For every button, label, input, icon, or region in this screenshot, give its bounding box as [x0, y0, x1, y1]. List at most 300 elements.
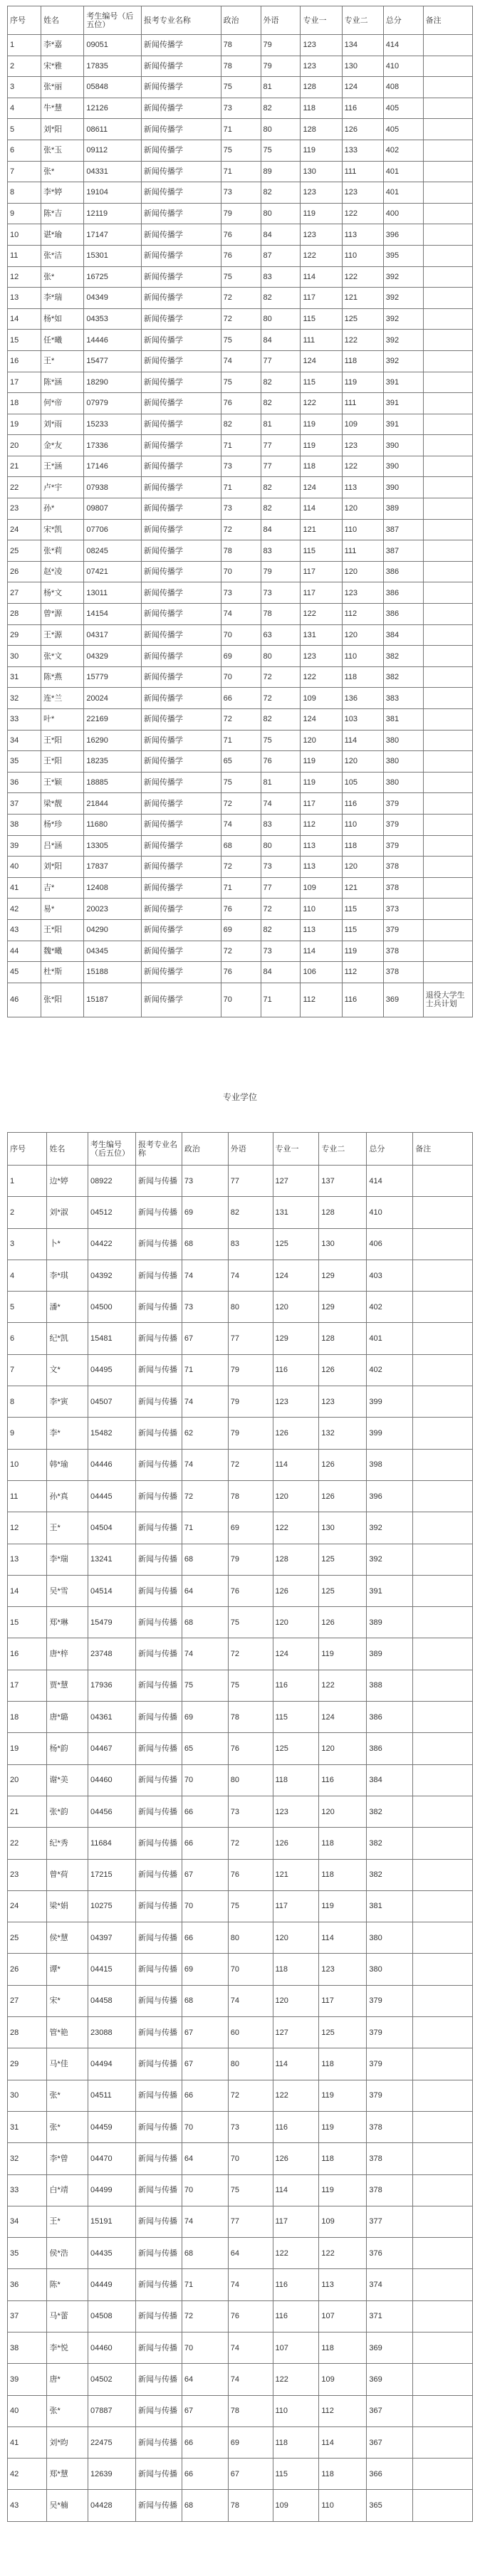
- table-cell: 414: [367, 1166, 413, 1197]
- table-cell: 67: [182, 2048, 228, 2080]
- table-cell: 22475: [88, 2426, 136, 2458]
- header-row: [8, 1133, 473, 1166]
- table-cell: 2: [8, 56, 41, 77]
- table-cell: 吕*涵: [41, 835, 83, 857]
- table-cell: 119: [319, 2174, 367, 2206]
- table-cell: 赵*凌: [41, 561, 83, 582]
- table-cell: 08922: [88, 1166, 136, 1197]
- table-cell: [423, 435, 472, 456]
- table-cell: [413, 1512, 473, 1544]
- table-cell: [423, 393, 472, 414]
- table-cell: 新闻传播学: [141, 688, 221, 709]
- table-row: [8, 477, 473, 498]
- table-cell: 131: [301, 624, 342, 646]
- table-cell: 75: [228, 2174, 273, 2206]
- table-cell: 王*阳: [41, 730, 83, 751]
- table-cell: [413, 1323, 473, 1354]
- table-row: [8, 1449, 473, 1480]
- table-cell: 129: [319, 1260, 367, 1291]
- table-row: [8, 1859, 473, 1890]
- table-cell: 389: [383, 498, 423, 520]
- table-cell: 唐*璐: [47, 1702, 88, 1733]
- table-cell: 376: [367, 2238, 413, 2269]
- table-cell: 24: [8, 519, 41, 540]
- table-cell: 72: [261, 666, 301, 688]
- table-cell: 402: [383, 140, 423, 161]
- table-cell: 122: [342, 266, 383, 288]
- table-cell: 04514: [88, 1575, 136, 1606]
- table-cell: 124: [342, 77, 383, 98]
- table-row: [8, 646, 473, 667]
- table-cell: 新闻传播学: [141, 161, 221, 182]
- table-cell: 20023: [84, 899, 142, 920]
- table-cell: 08245: [84, 540, 142, 562]
- table-cell: 72: [261, 899, 301, 920]
- table-row: [8, 498, 473, 520]
- table-cell: 128: [301, 77, 342, 98]
- table-cell: 115: [301, 372, 342, 393]
- table-cell: 73: [182, 1166, 228, 1197]
- table-cell: 381: [383, 709, 423, 731]
- table-cell: 78: [228, 1480, 273, 1512]
- table-cell: 115: [342, 899, 383, 920]
- table-cell: 124: [301, 709, 342, 731]
- table-cell: [413, 2490, 473, 2521]
- table-cell: 04361: [88, 1702, 136, 1733]
- table-cell: 389: [367, 1607, 413, 1638]
- table-cell: 117: [319, 1985, 367, 2016]
- table-cell: 76: [228, 2300, 273, 2332]
- table-cell: 76: [221, 962, 261, 983]
- table-cell: 109: [301, 688, 342, 709]
- table-cell: 70: [182, 1890, 228, 1922]
- table-cell: 新闻传播学: [141, 835, 221, 857]
- table-cell: 33: [8, 2174, 47, 2206]
- table-cell: 386: [367, 1733, 413, 1764]
- table-cell: 新闻传播学: [141, 288, 221, 309]
- table-cell: 宋*凯: [41, 519, 83, 540]
- table-cell: 38: [8, 2332, 47, 2363]
- table-row: [8, 2332, 473, 2363]
- table-cell: 73: [221, 456, 261, 477]
- table-cell: 07938: [84, 477, 142, 498]
- table-cell: 396: [367, 1480, 413, 1512]
- table-cell: 123: [273, 1386, 319, 1418]
- table-row: [8, 561, 473, 582]
- table-row: [8, 140, 473, 161]
- table-cell: 110: [319, 2490, 367, 2521]
- table-cell: 宋*: [47, 1985, 88, 2016]
- table-row: [8, 2238, 473, 2269]
- table-cell: 116: [273, 2111, 319, 2142]
- column-header: 专业一: [273, 1133, 319, 1166]
- table-cell: 刘*昀: [47, 2426, 88, 2458]
- table-cell: 392: [383, 308, 423, 330]
- table-cell: 21: [8, 456, 41, 477]
- table-row: [8, 330, 473, 351]
- table-cell: 380: [383, 730, 423, 751]
- table-cell: 76: [228, 1733, 273, 1764]
- table-cell: 07887: [88, 2395, 136, 2426]
- table-cell: 126: [273, 1418, 319, 1449]
- table-cell: 74: [221, 604, 261, 625]
- table-cell: 67: [182, 1859, 228, 1890]
- table-cell: 李*嘉: [41, 35, 83, 56]
- table-cell: 王*涵: [41, 456, 83, 477]
- table-cell: 3: [8, 77, 41, 98]
- table-cell: 新闻与传播: [135, 2206, 182, 2237]
- table-cell: 77: [261, 350, 301, 372]
- table-row: [8, 161, 473, 182]
- table-cell: 123: [301, 182, 342, 204]
- table-cell: 119: [342, 372, 383, 393]
- table-cell: 唐*: [47, 2364, 88, 2395]
- table-cell: 37: [8, 793, 41, 815]
- table-cell: 李*琪: [47, 1260, 88, 1291]
- table-cell: 114: [301, 941, 342, 962]
- column-header: 考生编号（后五位）: [88, 1133, 136, 1166]
- table-cell: 120: [273, 1607, 319, 1638]
- table-cell: 79: [228, 1544, 273, 1575]
- table-row: [8, 182, 473, 204]
- table-cell: 405: [383, 98, 423, 119]
- table-cell: 131: [273, 1197, 319, 1228]
- table-cell: [413, 2395, 473, 2426]
- table-cell: 122: [273, 2364, 319, 2395]
- table-cell: 82: [228, 1197, 273, 1228]
- table-cell: 118: [273, 1764, 319, 1796]
- table-cell: 110: [273, 2395, 319, 2426]
- table-cell: 400: [383, 203, 423, 224]
- table-row: [8, 77, 473, 98]
- table-cell: 李*: [47, 1418, 88, 1449]
- table-cell: 77: [228, 1323, 273, 1354]
- table-cell: [423, 582, 472, 604]
- table-cell: 68: [182, 1228, 228, 1260]
- table-cell: 70: [221, 983, 261, 1017]
- table-cell: 109: [342, 414, 383, 435]
- table-cell: 82: [221, 414, 261, 435]
- table-cell: 04504: [88, 1512, 136, 1544]
- table-cell: 卜*: [47, 1228, 88, 1260]
- table-cell: 郑*慧: [47, 2459, 88, 2490]
- table-cell: 130: [301, 161, 342, 182]
- table-cell: 84: [261, 519, 301, 540]
- table-cell: 12408: [84, 877, 142, 899]
- table-cell: 新闻传播学: [141, 857, 221, 878]
- table-cell: 张*文: [41, 646, 83, 667]
- table-cell: 40: [8, 2395, 47, 2426]
- table-cell: 112: [301, 983, 342, 1017]
- table-cell: 76: [221, 224, 261, 246]
- table-cell: 孙*真: [47, 1480, 88, 1512]
- table-cell: 陈*吉: [41, 203, 83, 224]
- column-header: 总分: [383, 6, 423, 35]
- table-cell: 13: [8, 288, 41, 309]
- table-cell: 马*佳: [47, 2048, 88, 2080]
- table-cell: 新闻传播学: [141, 561, 221, 582]
- table-cell: 张*: [41, 161, 83, 182]
- table-row: [8, 2143, 473, 2174]
- table-cell: 118: [273, 2426, 319, 2458]
- table-cell: 87: [261, 245, 301, 266]
- table-cell: 124: [273, 1260, 319, 1291]
- table-cell: 新闻与传播: [135, 1228, 182, 1260]
- table-cell: 新闻传播学: [141, 435, 221, 456]
- table-row: [8, 35, 473, 56]
- table-cell: 杜*斯: [41, 962, 83, 983]
- table-cell: 391: [383, 393, 423, 414]
- table-cell: 128: [301, 119, 342, 140]
- table-cell: 新闻与传播: [135, 1859, 182, 1890]
- table-cell: 15187: [84, 983, 142, 1017]
- table-row: [8, 435, 473, 456]
- table-cell: 新闻与传播: [135, 1954, 182, 1985]
- table-cell: 121: [342, 877, 383, 899]
- table-cell: 71: [221, 161, 261, 182]
- table-cell: 117: [301, 582, 342, 604]
- table-cell: 孙*: [41, 498, 83, 520]
- table-cell: 15479: [88, 1607, 136, 1638]
- table-cell: [423, 477, 472, 498]
- table-cell: 43: [8, 2490, 47, 2521]
- table-cell: 80: [228, 1922, 273, 1954]
- table-cell: 新闻与传播: [135, 1796, 182, 1827]
- table-cell: 122: [319, 2238, 367, 2269]
- table-cell: 1: [8, 1166, 47, 1197]
- table-cell: 378: [383, 941, 423, 962]
- table-cell: 26: [8, 561, 41, 582]
- table-cell: [413, 1764, 473, 1796]
- table-cell: 新闻与传播: [135, 2490, 182, 2521]
- table-cell: 68: [182, 2238, 228, 2269]
- table-cell: 73: [221, 98, 261, 119]
- table-cell: 399: [367, 1418, 413, 1449]
- table-cell: [413, 2332, 473, 2363]
- table-cell: 112: [342, 604, 383, 625]
- table-cell: [413, 1354, 473, 1386]
- table-cell: 118: [319, 2143, 367, 2174]
- table-row: [8, 919, 473, 941]
- table-cell: 文*: [47, 1354, 88, 1386]
- table-cell: 125: [273, 1228, 319, 1260]
- table-cell: [423, 857, 472, 878]
- table-cell: 369: [383, 983, 423, 1017]
- table-cell: 123: [342, 435, 383, 456]
- table-cell: [423, 604, 472, 625]
- table-cell: 123: [301, 35, 342, 56]
- table-cell: 25: [8, 1922, 47, 1954]
- table-cell: 新闻与传播: [135, 2080, 182, 2111]
- table-cell: 120: [273, 1985, 319, 2016]
- table-cell: 120: [319, 1796, 367, 1827]
- table-cell: 吴*雪: [47, 1575, 88, 1606]
- table-row: [8, 203, 473, 224]
- table-row: [8, 624, 473, 646]
- table-cell: 18290: [84, 372, 142, 393]
- table-cell: 38: [8, 814, 41, 835]
- table-cell: 18235: [84, 751, 142, 773]
- table-cell: 35: [8, 751, 41, 773]
- table-cell: 10: [8, 1449, 47, 1480]
- table-cell: 379: [367, 2017, 413, 2048]
- table-row: [8, 983, 473, 1017]
- table-cell: 10: [8, 224, 41, 246]
- table-cell: 21844: [84, 793, 142, 815]
- table-cell: 74: [221, 350, 261, 372]
- table-cell: 15477: [84, 350, 142, 372]
- table-cell: 392: [367, 1544, 413, 1575]
- table-cell: [423, 814, 472, 835]
- table-cell: [423, 350, 472, 372]
- table-cell: 叶*: [41, 709, 83, 731]
- table-cell: 新闻传播学: [141, 877, 221, 899]
- table-cell: 66: [182, 1796, 228, 1827]
- table-cell: 13011: [84, 582, 142, 604]
- table-cell: [423, 877, 472, 899]
- table-cell: 123: [301, 56, 342, 77]
- table-cell: 13241: [88, 1544, 136, 1575]
- table-cell: 112: [319, 2395, 367, 2426]
- table-cell: 17936: [88, 1670, 136, 1701]
- table-cell: 118: [319, 2332, 367, 2363]
- table-cell: 04499: [88, 2174, 136, 2206]
- table-cell: 82: [261, 372, 301, 393]
- table-cell: 126: [273, 1828, 319, 1859]
- table-cell: 75: [221, 266, 261, 288]
- table-row: [8, 393, 473, 414]
- table-cell: 392: [383, 288, 423, 309]
- table-cell: 66: [182, 2459, 228, 2490]
- table-cell: 71: [221, 477, 261, 498]
- table-cell: 386: [383, 582, 423, 604]
- table-row: [8, 456, 473, 477]
- table-cell: 17146: [84, 456, 142, 477]
- table-cell: 116: [273, 1354, 319, 1386]
- table-cell: 35: [8, 2238, 47, 2269]
- table-cell: [413, 2238, 473, 2269]
- table-cell: 17215: [88, 1859, 136, 1890]
- table-cell: 378: [367, 2111, 413, 2142]
- column-header: 专业二: [342, 6, 383, 35]
- table-cell: 74: [228, 1985, 273, 2016]
- table-cell: 119: [301, 414, 342, 435]
- table-row: [8, 709, 473, 731]
- table-cell: 378: [383, 962, 423, 983]
- table-cell: 136: [342, 688, 383, 709]
- table-cell: 380: [383, 751, 423, 773]
- table-row: [8, 877, 473, 899]
- table-cell: 75: [221, 77, 261, 98]
- table-cell: 新闻传播学: [141, 456, 221, 477]
- table-cell: 110: [342, 646, 383, 667]
- table-cell: 114: [273, 1449, 319, 1480]
- table-cell: 20024: [84, 688, 142, 709]
- table-cell: 杨*文: [41, 582, 83, 604]
- table-cell: [413, 1985, 473, 2016]
- table-cell: 116: [273, 2300, 319, 2332]
- table-cell: 76: [221, 245, 261, 266]
- table-cell: 36: [8, 772, 41, 793]
- table-cell: 129: [273, 1323, 319, 1354]
- table-cell: 68: [182, 2490, 228, 2521]
- table-cell: 82: [261, 182, 301, 204]
- table-cell: 27: [8, 1985, 47, 2016]
- table-row: [8, 1607, 473, 1638]
- table-cell: 64: [182, 2364, 228, 2395]
- table-cell: 新闻传播学: [141, 498, 221, 520]
- table-cell: [423, 56, 472, 77]
- table-cell: 395: [383, 245, 423, 266]
- table-cell: 133: [342, 140, 383, 161]
- table-cell: 113: [301, 835, 342, 857]
- table-cell: 76: [221, 899, 261, 920]
- table-cell: 18885: [84, 772, 142, 793]
- table-cell: 410: [383, 56, 423, 77]
- table-cell: 71: [182, 2269, 228, 2300]
- table-cell: 17837: [84, 857, 142, 878]
- table-cell: 69: [182, 1197, 228, 1228]
- table-cell: 李*悦: [47, 2332, 88, 2363]
- table-cell: 新闻传播学: [141, 393, 221, 414]
- table-cell: 4: [8, 1260, 47, 1291]
- table-cell: 新闻传播学: [141, 814, 221, 835]
- table-cell: 75: [221, 772, 261, 793]
- table-cell: 62: [182, 1418, 228, 1449]
- table-cell: 69: [221, 646, 261, 667]
- table-cell: 6: [8, 140, 41, 161]
- table-cell: 378: [367, 2143, 413, 2174]
- table-cell: 70: [228, 2143, 273, 2174]
- table-cell: 380: [383, 772, 423, 793]
- table-cell: 12126: [84, 98, 142, 119]
- table-cell: 379: [367, 2048, 413, 2080]
- table-cell: 71: [221, 119, 261, 140]
- table-cell: 121: [273, 1859, 319, 1890]
- table-cell: 新闻与传播: [135, 1544, 182, 1575]
- table-cell: 新闻传播学: [141, 899, 221, 920]
- table-cell: 04428: [88, 2490, 136, 2521]
- table-cell: 李*瑞: [47, 1544, 88, 1575]
- table-cell: 70: [182, 2111, 228, 2142]
- table-cell: 07421: [84, 561, 142, 582]
- table-cell: 张*阳: [41, 983, 83, 1017]
- table-cell: 73: [261, 582, 301, 604]
- table-cell: 120: [342, 751, 383, 773]
- table-cell: 371: [367, 2300, 413, 2332]
- table-cell: 80: [261, 119, 301, 140]
- table-cell: [413, 2300, 473, 2332]
- table-cell: 111: [342, 393, 383, 414]
- table-cell: 65: [182, 1733, 228, 1764]
- table-cell: 73: [228, 1796, 273, 1827]
- table-cell: 15: [8, 330, 41, 351]
- table-row: [8, 1985, 473, 2016]
- column-header: 总分: [367, 1133, 413, 1166]
- table-cell: 126: [273, 1575, 319, 1606]
- table-cell: 386: [383, 604, 423, 625]
- table-cell: 16725: [84, 266, 142, 288]
- table-cell: 379: [367, 1985, 413, 2016]
- table-cell: 任*曦: [41, 330, 83, 351]
- table-cell: 379: [383, 814, 423, 835]
- table-cell: 16290: [84, 730, 142, 751]
- table-cell: 118: [319, 1828, 367, 1859]
- table-cell: 69: [182, 1702, 228, 1733]
- table-cell: 新闻传播学: [141, 730, 221, 751]
- table-row: [8, 414, 473, 435]
- table-cell: 易*: [41, 899, 83, 920]
